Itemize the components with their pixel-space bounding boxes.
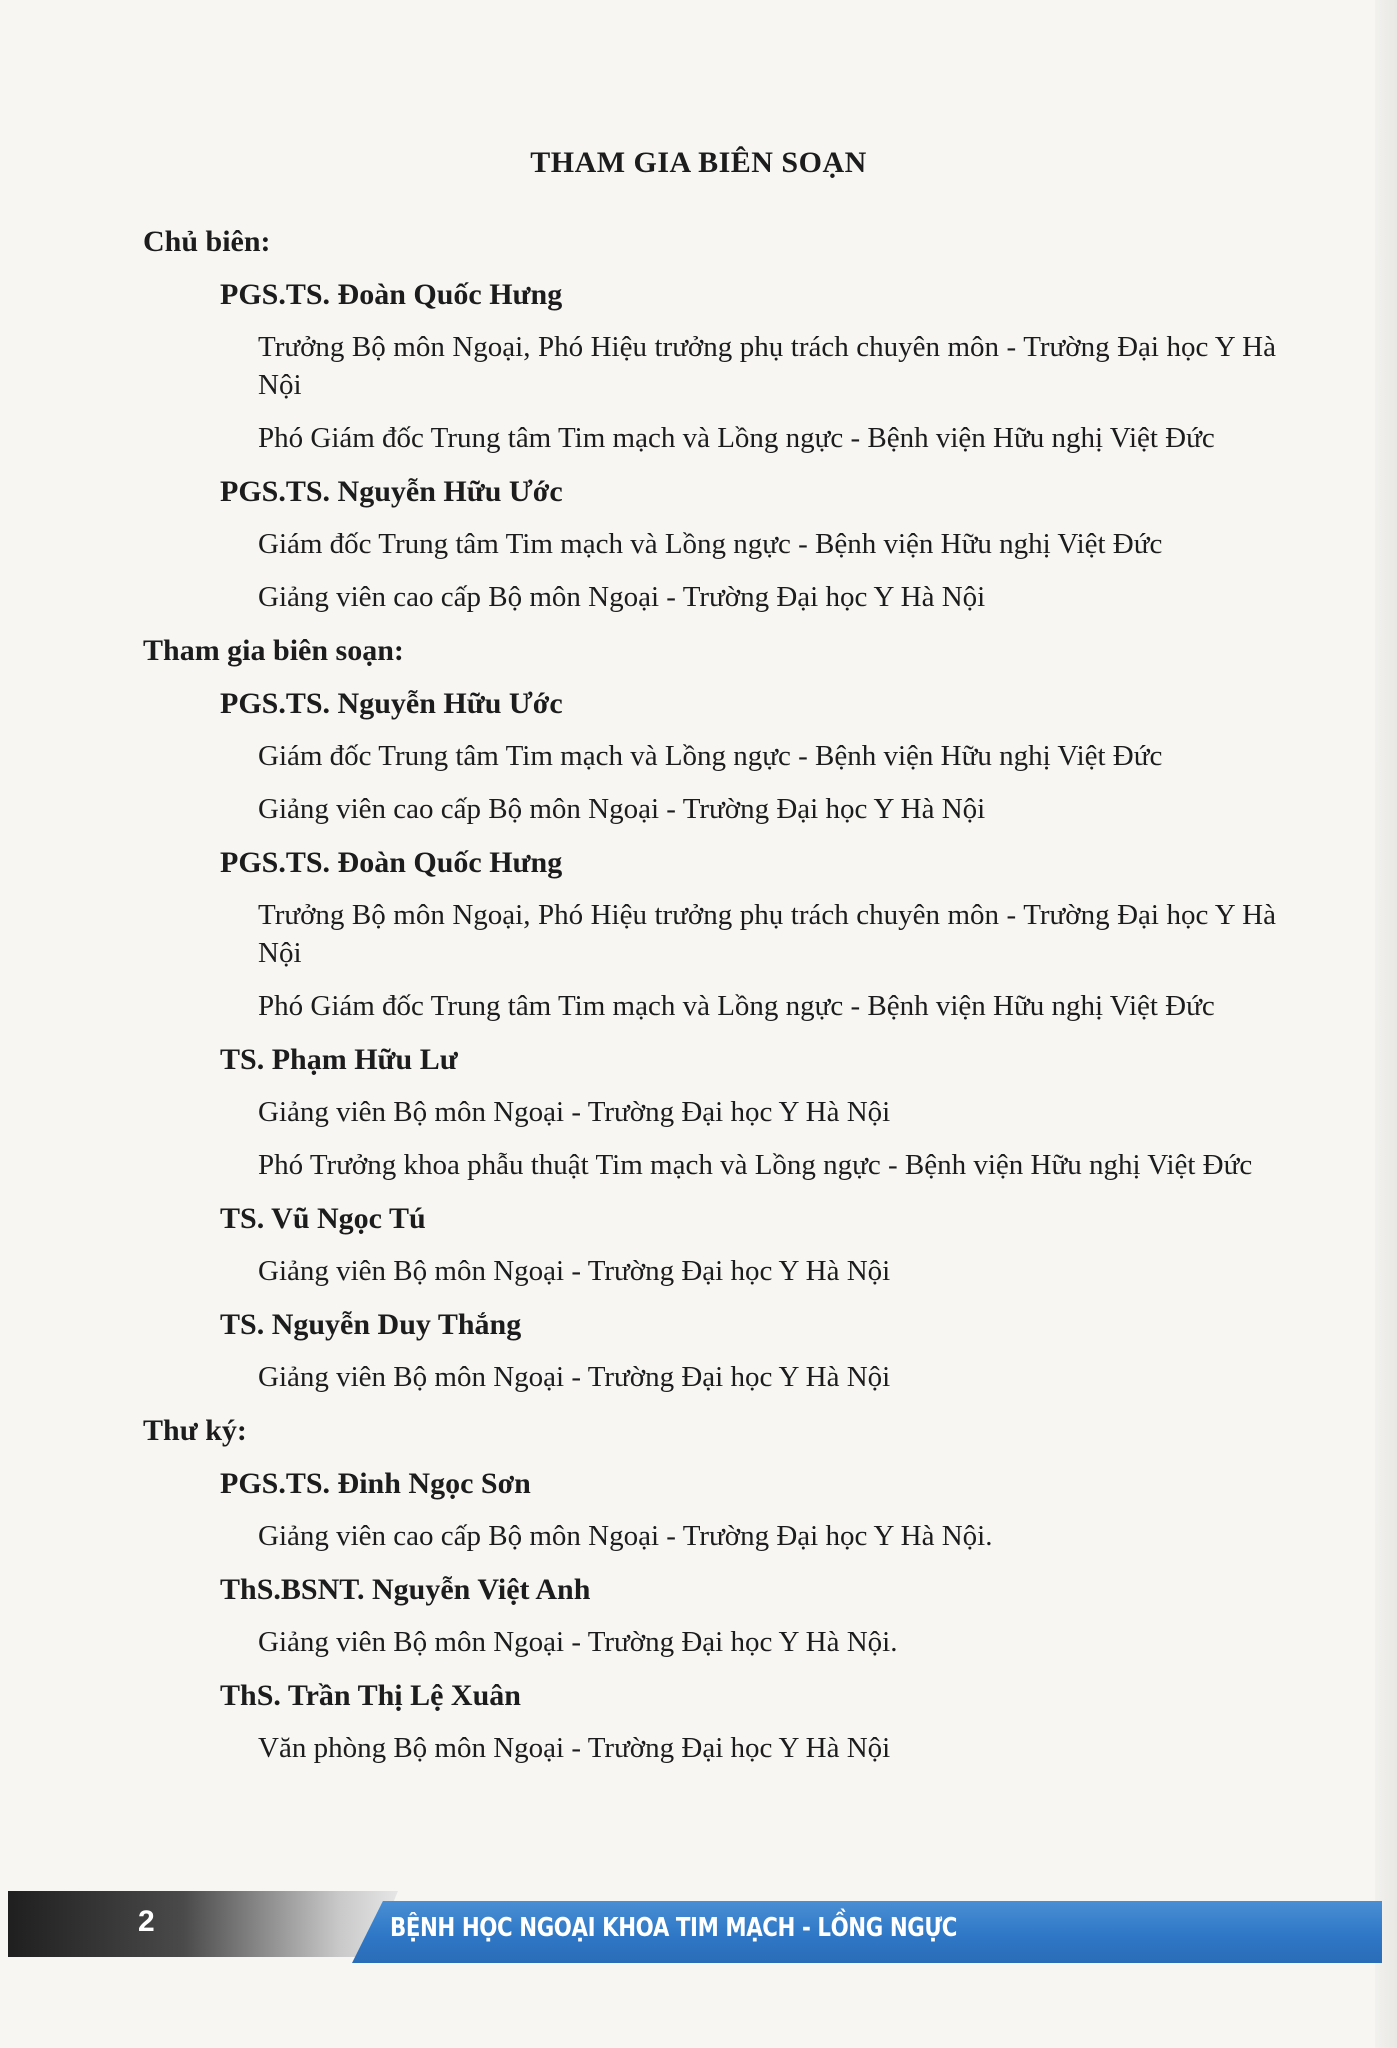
person-position: Giảng viên cao cấp Bộ môn Ngoại - Trường Đại học Y Hà Nội — [258, 793, 986, 825]
person-position: Trưởng Bộ môn Ngoại, Phó Hiệu trưởng phụ trách chuyên môn - Trường Đại học Y Hà Nội — [258, 899, 1276, 969]
person-name: PGS.TS. Đoàn Quốc Hưng — [220, 846, 563, 879]
person-position: Văn phòng Bộ môn Ngoại - Trường Đại học Y Hà Nội — [258, 1732, 891, 1764]
section-heading: Chủ biên: — [143, 225, 271, 258]
person-name: TS. Vũ Ngọc Tú — [220, 1202, 426, 1235]
person-name: PGS.TS. Nguyễn Hữu Ước — [220, 475, 563, 508]
page-number: 2 — [138, 1905, 155, 1938]
page-title: THAM GIA BIÊN SOẠN — [530, 146, 867, 179]
person-position: Giảng viên Bộ môn Ngoại - Trường Đại học Y Hà Nội — [258, 1361, 891, 1393]
person-position: Giám đốc Trung tâm Tim mạch và Lồng ngực - Bệnh viện Hữu nghị Việt Đức — [258, 740, 1163, 772]
person-position: Phó Giám đốc Trung tâm Tim mạch và Lồng ngực - Bệnh viện Hữu nghị Việt Đức — [258, 990, 1215, 1022]
page-footer — [0, 1885, 1397, 1975]
footer-dark-band — [8, 1891, 398, 1957]
person-name: TS. Nguyễn Duy Thắng — [220, 1308, 522, 1341]
person-position: Giám đốc Trung tâm Tim mạch và Lồng ngực - Bệnh viện Hữu nghị Việt Đức — [258, 528, 1163, 560]
person-position: Phó Giám đốc Trung tâm Tim mạch và Lồng ngực - Bệnh viện Hữu nghị Việt Đức — [258, 422, 1215, 454]
footer-book-title: BỆNH HỌC NGOẠI KHOA TIM MẠCH - LỒNG NGỰC — [390, 1913, 958, 1943]
person-name: ThS.BSNT. Nguyễn Việt Anh — [220, 1573, 591, 1606]
person-position: Giảng viên Bộ môn Ngoại - Trường Đại học Y Hà Nội — [258, 1096, 891, 1128]
credits-list — [0, 215, 1397, 1775]
person-position: Trưởng Bộ môn Ngoại, Phó Hiệu trưởng phụ trách chuyên môn - Trường Đại học Y Hà Nội — [258, 331, 1276, 401]
person-name: PGS.TS. Nguyễn Hữu Ước — [220, 687, 563, 720]
person-position: Phó Trưởng khoa phẫu thuật Tim mạch và Lồng ngực - Bệnh viện Hữu nghị Việt Đức — [258, 1149, 1253, 1181]
person-name: ThS. Trần Thị Lệ Xuân — [220, 1679, 521, 1712]
person-position: Giảng viên Bộ môn Ngoại - Trường Đại học Y Hà Nội — [258, 1255, 891, 1287]
person-name: TS. Phạm Hữu Lư — [220, 1043, 458, 1076]
person-position: Giảng viên cao cấp Bộ môn Ngoại - Trường Đại học Y Hà Nội. — [258, 1520, 993, 1552]
section-heading: Tham gia biên soạn: — [143, 634, 404, 667]
person-position: Giảng viên cao cấp Bộ môn Ngoại - Trường Đại học Y Hà Nội — [258, 581, 986, 613]
person-name: PGS.TS. Đinh Ngọc Sơn — [220, 1467, 531, 1500]
person-name: PGS.TS. Đoàn Quốc Hưng — [220, 278, 563, 311]
person-position: Giảng viên Bộ môn Ngoại - Trường Đại học Y Hà Nội. — [258, 1626, 898, 1658]
section-heading: Thư ký: — [143, 1414, 247, 1447]
